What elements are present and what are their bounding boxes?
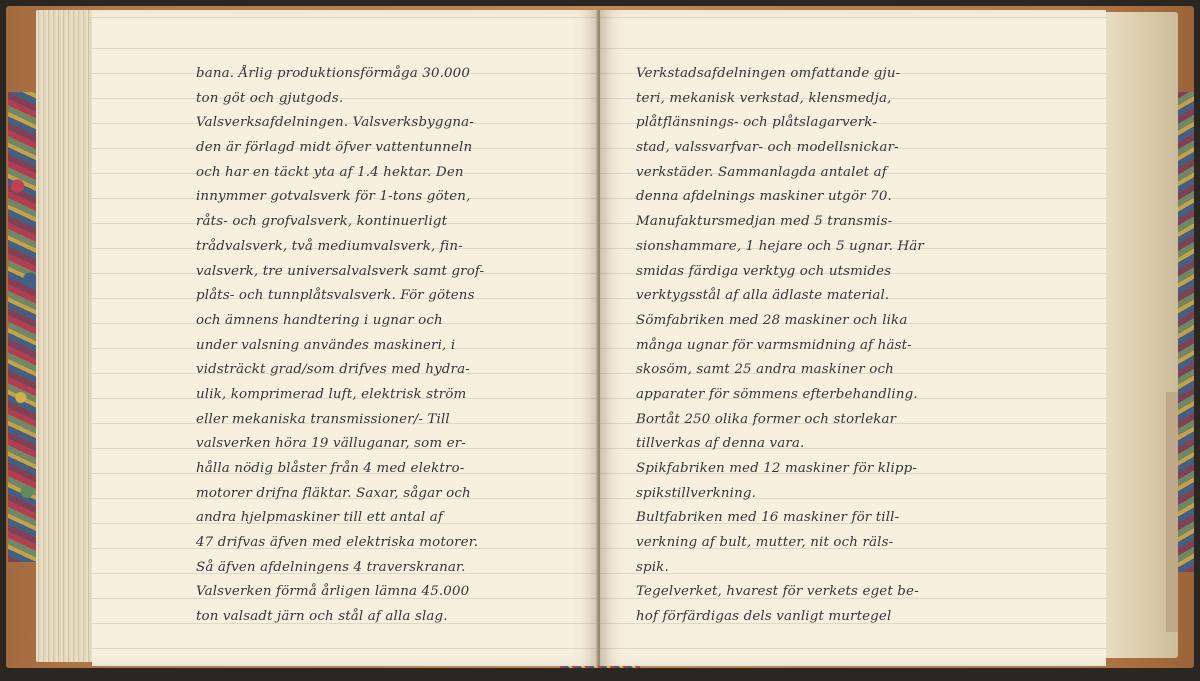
- handwritten-line: Bultfabriken med 16 maskiner för till-: [636, 510, 900, 526]
- handwritten-line: Valsverksafdelningen. Valsverksbyggna-: [196, 115, 474, 131]
- handwritten-line: Verkstadsafdelningen omfattande gju-: [636, 66, 901, 81]
- handwritten-line: verkstäder. Sammanlagda antalet af: [636, 164, 887, 180]
- handwritten-line: trådvalsverk, två mediumvalsverk, fin-: [196, 238, 463, 254]
- handwritten-line: ton valsadt järn och stål af alla slag.: [196, 609, 448, 625]
- handwritten-line: råts- och grofvalsverk, kontinuerligt: [196, 214, 448, 230]
- handwritten-line: och ämnens handtering i ugnar och: [196, 312, 443, 328]
- handwritten-line: Sömfabriken med 28 maskiner och lika: [636, 312, 908, 328]
- handwritten-line: den är förlagd midt öfver vattentunneln: [196, 140, 473, 156]
- handwritten-line: motorer drifna fläktar. Saxar, sågar och: [196, 485, 471, 501]
- handwritten-line: bana. Årlig produktionsförmåga 30.000: [196, 66, 471, 81]
- handwritten-line: sionshammare, 1 hejare och 5 ugnar. Här: [636, 238, 924, 254]
- handwritten-line: ton göt och gjutgods.: [196, 90, 344, 106]
- handwritten-line: hof förfärdigas dels vanligt murtegel: [636, 609, 892, 625]
- handwritten-line: plåtflänsnings- och plåtslagarverk-: [636, 115, 877, 131]
- handwritten-line: spik.: [636, 559, 669, 575]
- page-stack-left: [36, 10, 98, 662]
- handwritten-line: hålla nödig blåster från 4 med elektro-: [196, 461, 465, 476]
- handwritten-line: smidas färdiga verktyg och utsmides: [636, 263, 892, 279]
- handwritten-line: innymmer gotvalsverk för 1-tons göten,: [196, 189, 471, 205]
- handwritten-line: denna afdelnings maskiner utgör 70.: [636, 189, 892, 205]
- handwritten-line: andra hjelpmaskiner till ett antal af: [196, 510, 443, 526]
- handwritten-line: Bortåt 250 olika former och storlekar: [636, 411, 897, 427]
- handwritten-line: verkning af bult, mutter, nit och räls-: [636, 535, 894, 551]
- marbled-endpaper-right: [1178, 92, 1194, 572]
- handwritten-line: många ugnar för varmsmidning af häst-: [636, 337, 912, 353]
- right-page: [600, 10, 1106, 666]
- handwritten-line: teri, mekanisk verkstad, klensmedja,: [636, 90, 892, 106]
- handwritten-line: och har en täckt yta af 1.4 hektar. Den: [196, 164, 464, 180]
- handwritten-line: plåts- och tunnplåtsvalsverk. För götens: [196, 288, 475, 304]
- handwritten-line: eller mekaniska transmissioner/- Till: [196, 411, 450, 427]
- handwritten-line: skosöm, samt 25 andra maskiner och: [636, 362, 894, 378]
- page-stack-right: [1106, 12, 1178, 658]
- handwritten-line: 47 drifvas äfven med elektriska motorer.: [196, 535, 479, 551]
- left-page-text: [92, 62, 598, 630]
- handwritten-line: valsverk, tre universalvalsverk samt grof-: [196, 263, 485, 279]
- handwritten-line: Manufaktursmedjan med 5 transmis-: [636, 214, 893, 230]
- handwritten-line: verktygsstål af alla ädlaste material.: [636, 288, 890, 304]
- handwritten-line: stad, valssvarfvar- och modellsnickar-: [636, 140, 899, 156]
- handwritten-line: apparater för sömmens efterbehandling.: [636, 386, 918, 402]
- handwritten-line: valsverken höra 19 välluganar, som er-: [196, 436, 466, 452]
- right-page-text: [600, 62, 1106, 630]
- handwritten-line: ulik, komprimerad luft, elektrisk ström: [196, 386, 467, 402]
- handwritten-line: under valsning användes maskineri, i: [196, 337, 456, 353]
- handwritten-line: spikstillverkning.: [636, 485, 757, 501]
- handwritten-line: Spikfabriken med 12 maskiner för klipp-: [636, 461, 918, 476]
- handwritten-line: Valsverken förmå årligen lämna 45.000: [196, 584, 470, 600]
- handwritten-line: Tegelverket, hvarest för verkets eget be-: [636, 584, 919, 600]
- handwritten-line: vidsträckt grad/som drifves med hydra-: [196, 362, 470, 378]
- handwritten-line: tillverkas af denna vara.: [636, 436, 805, 452]
- left-page: [92, 10, 598, 666]
- handwritten-line: Så äfven afdelningens 4 traverskranar.: [196, 559, 466, 575]
